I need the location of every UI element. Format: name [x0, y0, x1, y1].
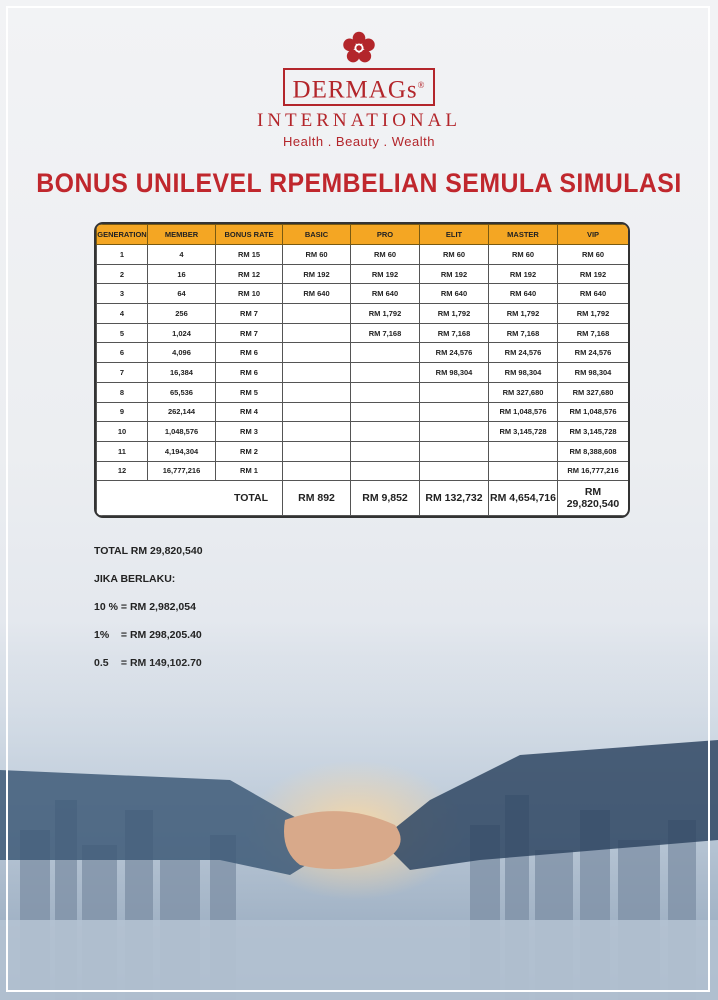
table-cell: 1,048,576 [148, 422, 216, 442]
total-row [97, 481, 629, 516]
table-cell [351, 363, 420, 383]
table-row [97, 461, 629, 481]
column-header: PRO [351, 225, 420, 245]
table-cell: RM 60 [489, 245, 558, 265]
total-cell: RM 9,852 [351, 481, 420, 516]
table-cell: RM 98,304 [558, 363, 629, 383]
table-cell: 7 [97, 363, 148, 383]
table-cell: 8 [97, 382, 148, 402]
brand-tagline: Health . Beauty . Wealth [283, 134, 435, 150]
table-cell: RM 24,576 [558, 343, 629, 363]
table-cell: 1,024 [148, 323, 216, 343]
table-cell: RM 192 [558, 264, 629, 284]
column-header: BASIC [283, 225, 351, 245]
table-cell: RM 60 [283, 245, 351, 265]
table-cell: 4,096 [148, 343, 216, 363]
table-cell: 12 [97, 461, 148, 481]
table-cell: RM 7 [216, 323, 283, 343]
table-cell: RM 7,168 [558, 323, 629, 343]
table-cell [283, 304, 351, 324]
table-row [97, 441, 629, 461]
summary-pct: 1% [94, 629, 110, 641]
table-cell [351, 343, 420, 363]
table-row [97, 382, 629, 402]
table-cell: RM 7,168 [489, 323, 558, 343]
summary-line [94, 600, 203, 628]
table-cell: RM 640 [283, 284, 351, 304]
table-cell: RM 3 [216, 422, 283, 442]
bonus-table [96, 224, 629, 516]
table-cell [420, 441, 489, 461]
table-cell: RM 327,680 [489, 382, 558, 402]
table-cell [420, 422, 489, 442]
table-cell: RM 4 [216, 402, 283, 422]
table-cell [351, 441, 420, 461]
column-header: GENERATION [97, 225, 148, 245]
table-cell: 65,536 [148, 382, 216, 402]
table-cell: 4 [97, 304, 148, 324]
table-cell [489, 461, 558, 481]
table-cell [351, 461, 420, 481]
table-row [97, 343, 629, 363]
table-row [97, 264, 629, 284]
table-cell: RM 15 [216, 245, 283, 265]
table-cell: RM 8,388,608 [558, 441, 629, 461]
table-cell: RM 1,792 [489, 304, 558, 324]
table-cell: 5 [97, 323, 148, 343]
table-cell [283, 343, 351, 363]
bonus-table-container [94, 222, 630, 518]
table-cell: RM 7,168 [420, 323, 489, 343]
table-cell: 16 [148, 264, 216, 284]
table-cell [283, 422, 351, 442]
total-cell: RM 132,732 [420, 481, 489, 516]
summary-value: = RM 2,982,054 [120, 601, 196, 613]
table-cell [283, 441, 351, 461]
total-cell: RM 4,654,716 [489, 481, 558, 516]
table-cell: RM 16,777,216 [558, 461, 629, 481]
table-cell: RM 60 [558, 245, 629, 265]
table-cell: 2 [97, 264, 148, 284]
table-cell: 262,144 [148, 402, 216, 422]
summary-pct: 10 % [94, 601, 118, 613]
handshake-city-image [0, 660, 718, 1000]
table-row [97, 402, 629, 422]
summary-value: = RM 298,205.40 [120, 629, 202, 641]
table-cell: RM 3,145,728 [489, 422, 558, 442]
table-cell: 1 [97, 245, 148, 265]
total-cell: RM 892 [283, 481, 351, 516]
column-header: VIP [558, 225, 629, 245]
table-row [97, 422, 629, 442]
table-cell: 9 [97, 402, 148, 422]
table-cell: RM 1 [216, 461, 283, 481]
brand-name [283, 68, 436, 106]
page-title: BONUS UNILEVEL RPEMBELIAN SEMULA SIMULASI [36, 168, 682, 198]
table-cell: RM 6 [216, 343, 283, 363]
table-cell: 6 [97, 343, 148, 363]
table-cell: 11 [97, 441, 148, 461]
table-cell [283, 323, 351, 343]
table-cell: RM 12 [216, 264, 283, 284]
table-row [97, 363, 629, 383]
total-cell: RM 29,820,540 [558, 481, 629, 516]
table-cell: RM 7 [216, 304, 283, 324]
column-header: MASTER [489, 225, 558, 245]
table-cell [351, 422, 420, 442]
table-cell: RM 2 [216, 441, 283, 461]
table-cell [283, 461, 351, 481]
table-cell: RM 60 [420, 245, 489, 265]
brand-name-text: DERMAGs [292, 76, 418, 104]
table-cell [489, 441, 558, 461]
table-row [97, 304, 629, 324]
table-cell [283, 382, 351, 402]
table-cell: RM 640 [489, 284, 558, 304]
table-cell: RM 192 [351, 264, 420, 284]
table-cell: 16,384 [148, 363, 216, 383]
table-row [97, 323, 629, 343]
total-label: TOTAL [97, 481, 283, 516]
table-cell [420, 402, 489, 422]
table-cell: RM 5 [216, 382, 283, 402]
table-cell: 64 [148, 284, 216, 304]
table-cell [420, 382, 489, 402]
table-cell: RM 1,792 [558, 304, 629, 324]
table-cell: RM 1,792 [351, 304, 420, 324]
brand-logo [0, 30, 718, 149]
brand-subtitle: INTERNATIONAL [257, 110, 461, 132]
registered-mark: ® [417, 80, 426, 90]
table-cell: RM 6 [216, 363, 283, 383]
table-cell: RM 192 [489, 264, 558, 284]
summary-total: TOTAL RM 29,820,540 [94, 545, 203, 557]
table-cell [420, 461, 489, 481]
table-cell: RM 640 [351, 284, 420, 304]
table-cell: RM 60 [351, 245, 420, 265]
table-cell: RM 7,168 [351, 323, 420, 343]
table-cell [351, 382, 420, 402]
table-cell: 10 [97, 422, 148, 442]
table-row [97, 284, 629, 304]
table-cell: RM 192 [420, 264, 489, 284]
table-cell: RM 98,304 [489, 363, 558, 383]
table-cell [351, 402, 420, 422]
summary-line [94, 628, 203, 656]
column-header: BONUS RATE [216, 225, 283, 245]
table-cell: RM 10 [216, 284, 283, 304]
column-header: MEMBER [148, 225, 216, 245]
table-cell: RM 98,304 [420, 363, 489, 383]
table-cell [283, 402, 351, 422]
flower-logo-icon [341, 30, 377, 66]
table-cell: 4 [148, 245, 216, 265]
summary-condition: JIKA BERLAKU: [94, 573, 176, 585]
table-cell: RM 640 [420, 284, 489, 304]
table-cell: RM 24,576 [420, 343, 489, 363]
table-cell: RM 1,792 [420, 304, 489, 324]
table-cell: RM 3,145,728 [558, 422, 629, 442]
table-cell: RM 327,680 [558, 382, 629, 402]
table-header-row [97, 225, 629, 245]
table-cell: RM 24,576 [489, 343, 558, 363]
table-cell: 3 [97, 284, 148, 304]
table-cell: 256 [148, 304, 216, 324]
table-cell: 16,777,216 [148, 461, 216, 481]
table-cell: RM 192 [283, 264, 351, 284]
column-header: ELIT [420, 225, 489, 245]
table-cell: 4,194,304 [148, 441, 216, 461]
table-cell: RM 640 [558, 284, 629, 304]
table-cell [283, 363, 351, 383]
table-cell: RM 1,048,576 [558, 402, 629, 422]
table-cell: RM 1,048,576 [489, 402, 558, 422]
table-row [97, 245, 629, 265]
